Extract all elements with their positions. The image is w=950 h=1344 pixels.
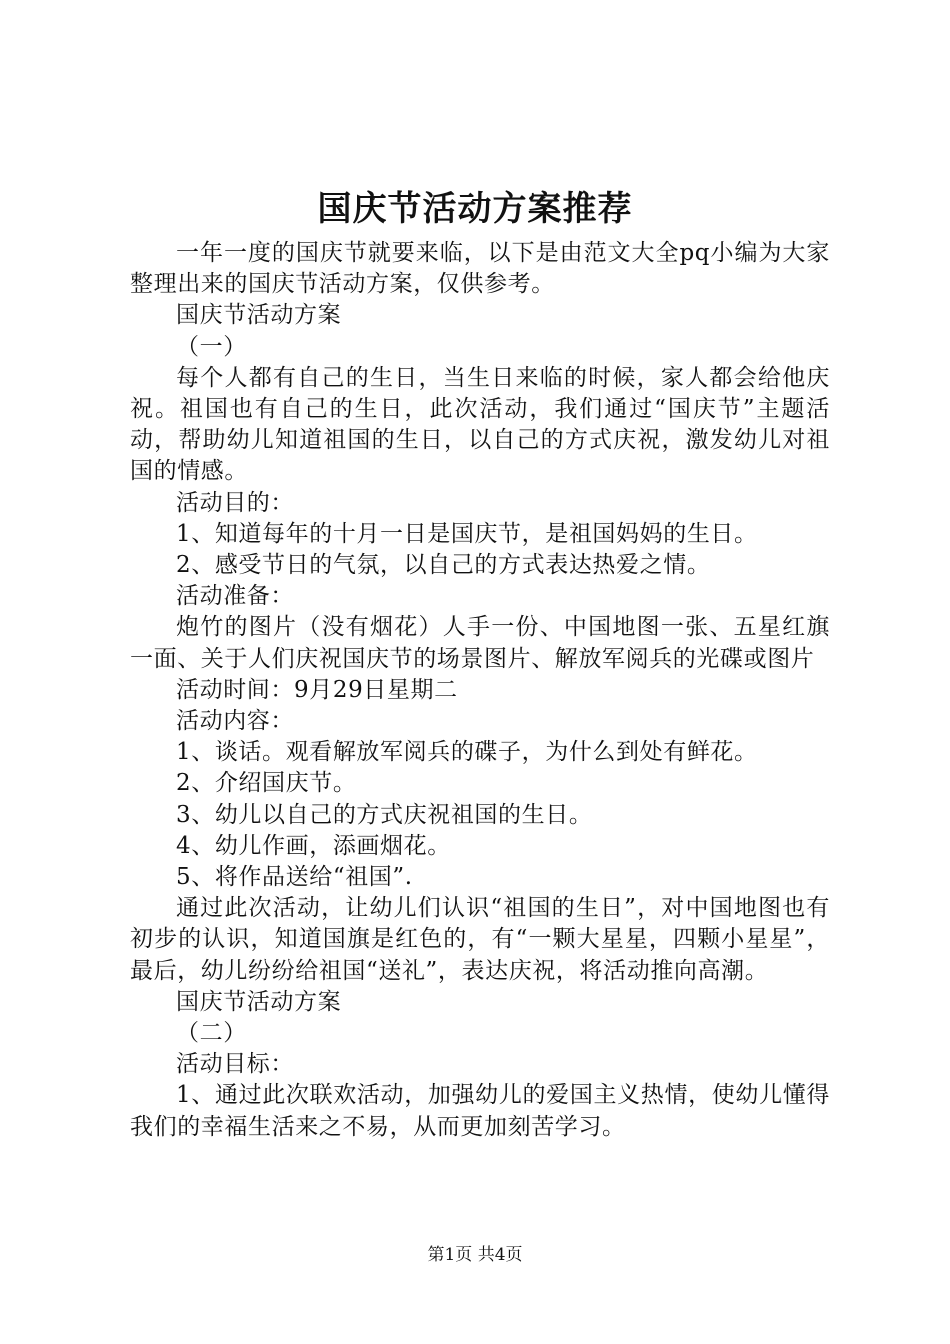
subheading: 活动准备： xyxy=(176,583,294,610)
section-heading: 国庆节活动方案 xyxy=(176,988,342,1015)
list-item: 1、谈话。观看解放军阅兵的碟子，为什么到处有鲜花。 xyxy=(176,739,758,766)
document-body xyxy=(130,238,830,1143)
paragraph: 每个人都有自己的生日，当生日来临的时候，家人都会给他庆祝。祖国也有自己的生日，此次活动，我们通过“国庆节”主题活动，帮助幼儿知道祖国的生日，以自己的方式庆祝，激发幼儿对祖国的情感。 xyxy=(130,364,830,485)
paragraph: 炮竹的图片（没有烟花）人手一份、中国地图一张、五星红旗一面、关于人们庆祝国庆节的场景图片、解放军阅兵的光碟或图片 xyxy=(130,614,830,672)
list-item: 2、感受节日的气氛，以自己的方式表达热爱之情。 xyxy=(176,552,711,579)
document-title: 国庆节活动方案推荐 xyxy=(317,189,633,229)
page-footer: 第1页 共4页 xyxy=(427,1245,523,1265)
section-heading: 国庆节活动方案 xyxy=(176,302,342,329)
list-item: 5、将作品送给“祖国”. xyxy=(176,864,413,891)
paragraph: 活动时间：9月29日星期二 xyxy=(176,676,458,703)
section-number: （一） xyxy=(176,333,247,360)
list-item: 1、通过此次联欢活动，加强幼儿的爱国主义热情，使幼儿懂得我们的幸福生活来之不易，从而更加刻苦学习。 xyxy=(130,1082,830,1140)
list-item: 2、介绍国庆节。 xyxy=(176,770,357,797)
list-item: 4、幼儿作画，添画烟花。 xyxy=(176,832,451,859)
paragraph: 通过此次活动，让幼儿们认识“祖国的生日”，对中国地图也有初步的认识，知道国旗是红色的，有“一颗大星星，四颗小星星”，最后，幼儿纷纷给祖国“送礼”，表达庆祝，将活动推向高潮。 xyxy=(130,895,830,984)
subheading: 活动目的： xyxy=(176,489,294,516)
subheading: 活动内容： xyxy=(176,708,294,735)
section-number: （二） xyxy=(176,1020,247,1047)
subheading: 活动目标： xyxy=(176,1051,294,1078)
list-item: 1、知道每年的十月一日是国庆节，是祖国妈妈的生日。 xyxy=(176,520,758,547)
list-item: 3、幼儿以自己的方式庆祝祖国的生日。 xyxy=(176,801,593,828)
paragraph-intro: 一年一度的国庆节就要来临，以下是由范文大全pq小编为大家整理出来的国庆节活动方案，仅供参考。 xyxy=(130,240,830,298)
